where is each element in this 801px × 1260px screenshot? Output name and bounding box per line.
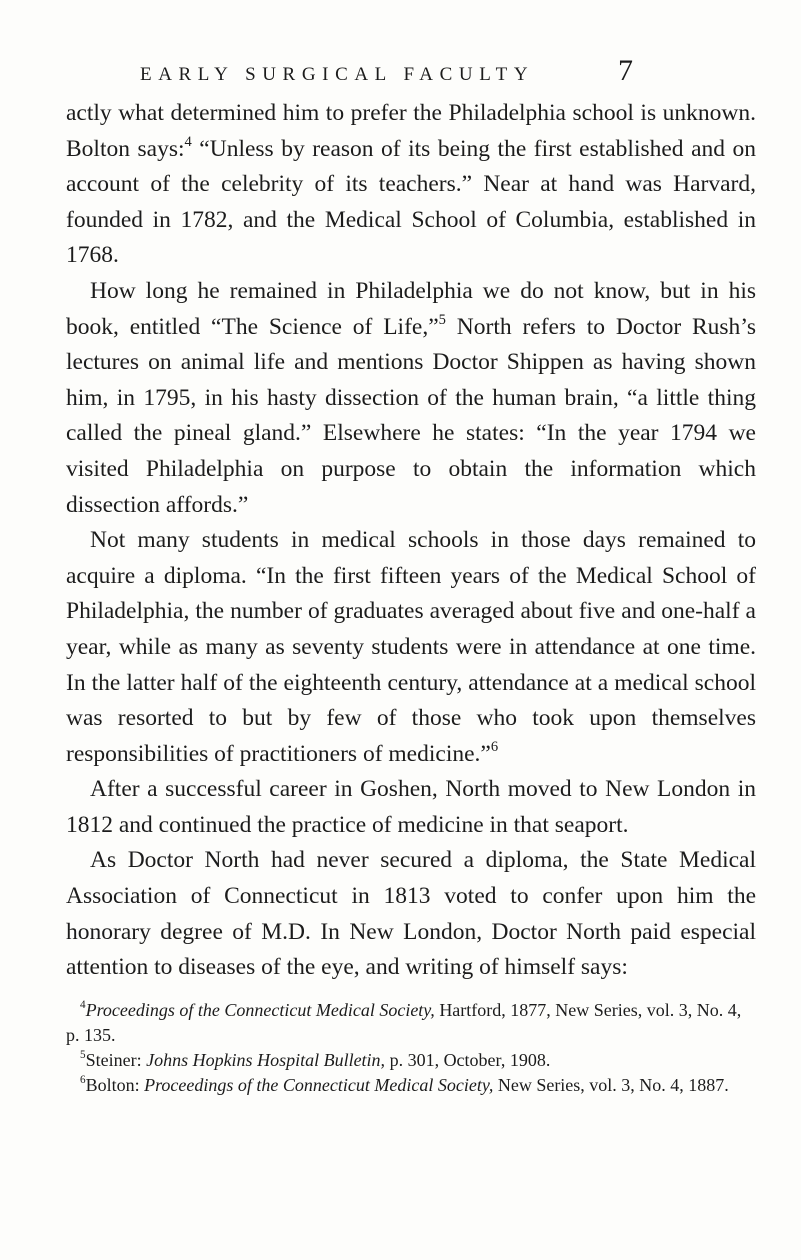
footnote-6: [66, 1073, 756, 1098]
footnotes: [66, 998, 756, 1098]
paragraph-4: [66, 772, 756, 843]
journal-title: Proceedings of the Connecticut Medical Society,: [85, 999, 435, 1020]
page-number: 7: [618, 54, 633, 87]
text-run: Not many students in medical schools in those days remained to acquire a diploma. “In the first fifteen years of the Medical School of Philadelphia, the number of graduates averaged about five and one-half a year, while as many as seventy students were in attendance at one time. In the latter half of the eighteenth century, attendance at a medical school was resorted to but by few of those who took upon themselves responsibilities of practitioners of medicine.”: [66, 527, 756, 767]
text-run: As Doctor North had never secured a diploma, the State Medical Association of Connecticut in 1813 voted to confer upon him the honorary degree of M.D. In New London, Doctor North paid especial attention to diseases of the eye, and writing of himself says:: [66, 847, 756, 981]
citation-details: New Series, vol. 3, No. 4, 1887.: [493, 1074, 729, 1095]
citation-author: Bolton:: [85, 1074, 145, 1095]
text-run: actly what determined him to prefer the Philadelphia school is unknown. Bolton says:: [66, 100, 756, 162]
footnote-number: 4: [80, 999, 86, 1012]
footnote-ref-4: 4: [184, 133, 192, 150]
journal-title: Johns Hopkins Hospital Bulletin,: [146, 1049, 386, 1070]
footnote-number: 5: [80, 1049, 86, 1062]
footnote-5: [66, 1048, 756, 1073]
citation-author: Steiner:: [85, 1049, 147, 1070]
footnote-ref-5: 5: [438, 311, 446, 328]
footnote-4: [66, 998, 756, 1048]
paragraph-2: [66, 274, 756, 523]
text-run: How long he remained in Philadelphia we do not know, but in his book, entitled “The Science of Life,”: [66, 277, 756, 340]
journal-title: Proceedings of the Connecticut Medical Society,: [144, 1074, 494, 1095]
footnote-number: 6: [80, 1074, 86, 1087]
citation-details: p. 301, October, 1908.: [385, 1049, 551, 1070]
paragraph-1: [66, 96, 756, 274]
running-header: [66, 56, 756, 96]
text-run: After a successful career in Goshen, North moved to New London in 1812 and continued the practice of medicine in that seaport.: [66, 776, 756, 838]
footnote-ref-6: 6: [490, 738, 499, 755]
citation-details: Hartford, 1877, New Series, vol. 3, No. 4, p. 135.: [66, 999, 742, 1045]
running-title: EARLY SURGICAL FACULTY: [140, 64, 535, 85]
paragraph-3: [66, 523, 756, 772]
book-page: [66, 56, 756, 1098]
text-run: North refers to Doctor Rush’s lectures on animal life and mentions Doctor Shippen as having shown him, in 1795, in his hasty dissection of the human brain, “a little thing called the pineal gland.” Elsewhere he states: “In the year 1794 we visited Philadelphia on purpose to obtain the information which dissection affords.”: [66, 313, 756, 518]
body-text: [66, 96, 756, 986]
paragraph-5: [66, 843, 756, 985]
text-run: “Unless by reason of its being the first established and on account of the celebrity of its teachers.” Near at hand was Harvard, founded in 1782, and the Medical School of Columbia, established in 1768.: [66, 135, 757, 269]
